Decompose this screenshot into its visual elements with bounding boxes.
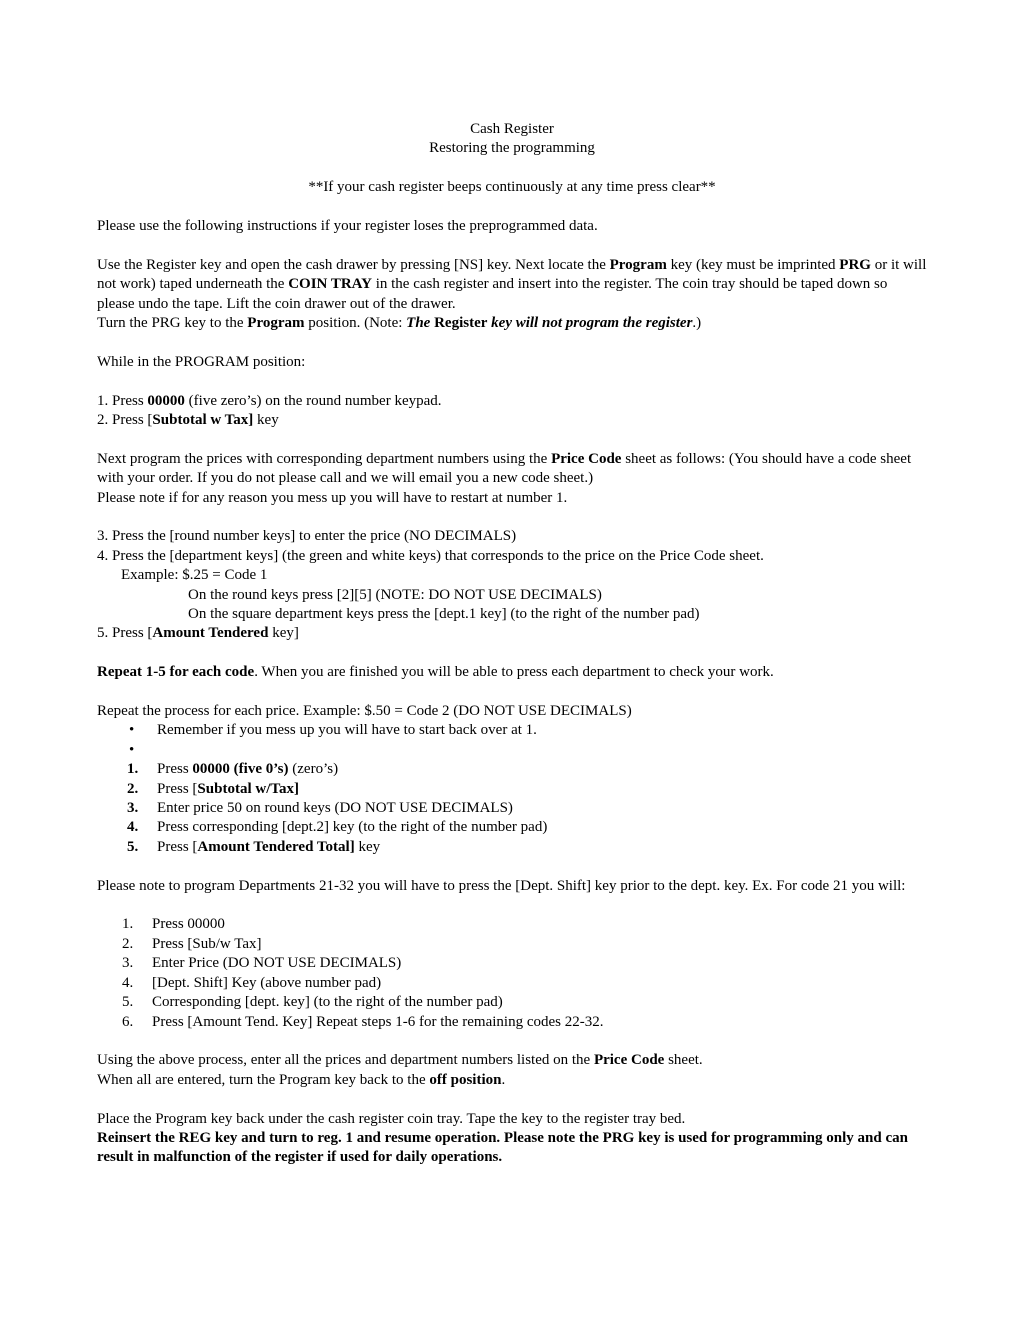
list-item [97,741,927,760]
bullet-icon: • [129,741,135,758]
document-subtitle: Restoring the programming [429,140,595,157]
list-item: 4. [Dept. Shift] Key (above number pad) [122,974,382,991]
step-3: 3. Press the [round number keys] to enter the price (NO DECIMALS) [97,528,517,545]
intro-paragraph: Please use the following instructions if your register loses the preprogrammed data. [97,218,598,234]
step-1: 1. Press 00000 (five zero’s) on the round number keypad. [97,392,442,409]
list-item: 5. Press [Amount Tendered Total] key [127,838,381,855]
list-item: 5. Corresponding [dept. key] (to the right of the number pad) [122,994,503,1011]
step-2: 2. Press [Subtotal w Tax] key [97,412,279,429]
place-key-paragraph: Place the Program key back under the cash register coin tray. Tape the key to the register tray bed. [97,1110,686,1127]
reinsert-paragraph: Reinsert the REG key and turn to reg. 1 and resume operation. Please note the PRG key is used for programming only and can result in malfunction of the register if used for daily operations. [97,1129,908,1166]
bullet-list [97,721,927,760]
list-item: 3. Enter Price (DO NOT USE DECIMALS) [122,955,402,972]
example-round-keys: On the round keys press [2][5] (NOTE: DO NOT USE DECIMALS) [188,586,602,603]
list-item: 6. Press [Amount Tend. Key] Repeat steps 1-6 for the remaining codes 22-32. [122,1013,604,1030]
numbered-steps-list [97,760,927,857]
using-process-paragraph: Using the above process, enter all the prices and department numbers listed on the Price Code sheet. [97,1052,703,1069]
bullet-icon: • [129,722,135,739]
dept-shift-note: Please note to program Departments 21-32 you will have to press the [Dept. Shift] key prior to the dept. key. Ex. For code 21 you will: [97,877,906,894]
repeat-process-paragraph: Repeat the process for each price. Example: $.50 = Code 2 (DO NOT USE DECIMALS) [97,703,632,720]
list-item: 2. Press [Subtotal w/Tax] [127,780,299,797]
list-item: • Remember if you mess up you will have to start back over at 1. [97,721,927,740]
list-item: 4. Press corresponding [dept.2] key (to the right of the number pad) [127,819,548,836]
step-4: 4. Press the [department keys] (the green and white keys) that corresponds to the price on the Price Code sheet. [97,547,764,564]
prg-key-instructions: Turn the PRG key to the Program position. (Note: The Register key will not program the register.) [97,315,702,332]
dept-shift-steps-list [97,915,927,1031]
step-5: 5. Press [Amount Tendered key] [97,625,299,642]
drawer-instructions: Use the Register key and open the cash drawer by pressing [NS] key. Next locate the Program key (key must be imprinted PRG or it will not work) taped underneath the COIN TRAY in the cash register and insert into the register. The coin tray should be taped down so please undo the tape. Lift the coin drawer out of the drawer. [97,256,927,312]
document-title: Cash Register [470,121,554,137]
list-item: 3. Enter price 50 on round keys (DO NOT USE DECIMALS) [127,800,513,817]
price-code-paragraph: Next program the prices with corresponding department numbers using the Price Code sheet as follows: (You should have a code sheet with your order. If you do not please call and we will email you a new code sheet.) [97,450,912,487]
off-position-paragraph: When all are entered, turn the Program key back to the off position. [97,1071,506,1088]
document-page [97,120,927,1168]
example-dept-keys: On the square department keys press the [dept.1 key] (to the right of the number pad) [188,606,700,623]
list-item: 2. Press [Sub/w Tax] [122,935,262,952]
repeat-paragraph: Repeat 1-5 for each code. When you are finished you will be able to press each department to check your work. [97,664,774,681]
program-position-heading: While in the PROGRAM position: [97,353,306,370]
restart-note: Please note if for any reason you mess up you will have to restart at number 1. [97,489,568,506]
list-item: 1. Press 00000 [122,916,225,933]
warning-line: **If your cash register beeps continuously at any time press clear** [308,179,716,196]
example-line: Example: $.25 = Code 1 [121,567,268,584]
list-item: 1. Press 00000 (five 0’s) (zero’s) [127,761,339,778]
